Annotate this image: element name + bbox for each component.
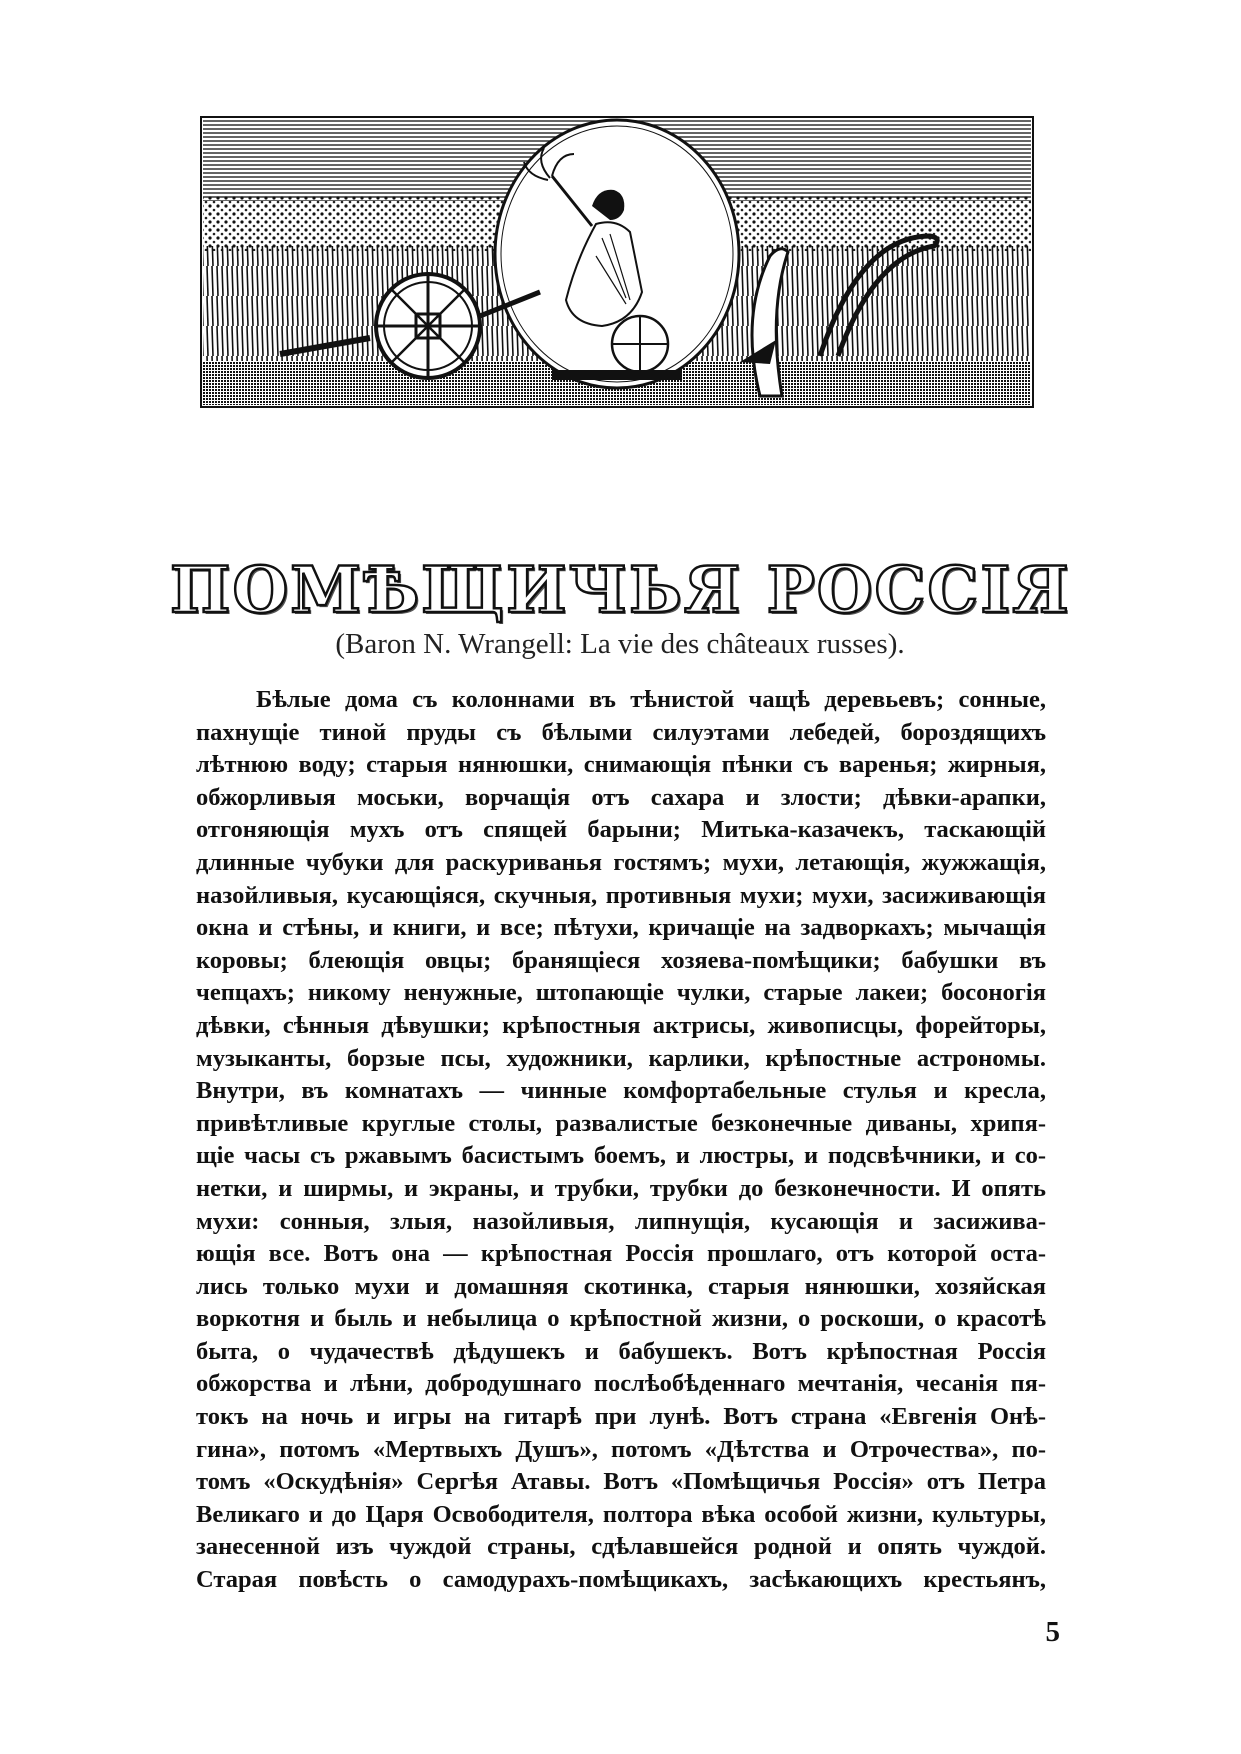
text-line: воркотня и быль и небылица о крѣпостной жизни, о роскоши, о красотѣ (196, 1305, 1046, 1333)
text-line: назойливыя, кусающіяся, скучныя, противныя мухи; мухи, засиживающія (196, 881, 1046, 909)
text-line: быта, о чудачествѣ дѣдушекъ и бабушекъ. Вотъ крѣпостная Россія (196, 1337, 1046, 1365)
text-line: обжорливыя моськи, ворчащія отъ сахара и злости; дѣвки-арапки, (196, 783, 1046, 811)
text-line: занесенной изъ чуждой страны, сдѣлавшейся родной и опять чуждой. (196, 1533, 1046, 1561)
text-line: отгоняющія мухъ отъ спящей барыни; Митька-казачекъ, таскающій (196, 816, 1046, 844)
subtitle-citation: (Baron N. Wrangell: La vie des châteaux russes). (335, 628, 905, 660)
text-line: Великаго и до Царя Освободителя, полтора вѣка особой жизни, культуры, (196, 1500, 1046, 1528)
text-line: лись только мухи и домашняя скотинка, старыя нянюшки, хозяйская (196, 1272, 1046, 1300)
page-number: 5 (1045, 1616, 1060, 1648)
text-line: коровы; блеющія овцы; бранящіеся хозяева-помѣщики; бабушки въ (196, 946, 1046, 974)
body-paragraph (196, 684, 1046, 1597)
page-title: ПОМѢЩИЧЬЯ РОССІЯ (170, 552, 1071, 628)
text-line: мухи: сонныя, злыя, назойливыя, липнущія, кусающія и засижива- (196, 1207, 1046, 1235)
text-line: Бѣлые дома съ колоннами въ тѣнистой чащѣ деревьевъ; сонные, (256, 686, 1046, 713)
text-line: длинные чубуки для раскуриванья гостямъ; мухи, летающія, жужжащія, (196, 848, 1046, 876)
text-line: музыканты, борзые псы, художники, карлики, крѣпостные астрономы. (196, 1044, 1046, 1072)
text-line: ющія все. Вотъ она — крѣпостная Россія прошлаго, отъ которой оста- (196, 1240, 1046, 1268)
text-line: щіе часы съ ржавымъ басистымъ боемъ, и люстры, и подсвѣчники, и со- (196, 1142, 1046, 1170)
header-engraving (200, 116, 1034, 408)
text-line: токъ на ночь и игры на гитарѣ при лунѣ. Вотъ страна «Евгенія Онѣ- (196, 1403, 1046, 1431)
text-line: дѣвки, сѣнныя дѣвушки; крѣпостныя актрисы, живописцы, форейторы, (196, 1011, 1046, 1039)
text-line: привѣтливые круглые столы, развалистые безконечные диваны, хрипя- (196, 1109, 1046, 1137)
text-line: обжорства и лѣни, добродушнаго послѣобѣденнаго мечтанія, чесанія пя- (196, 1370, 1046, 1398)
text-line: Внутри, въ комнатахъ — чинные комфортабельные стулья и кресла, (196, 1077, 1046, 1105)
text-line: чепцахъ; никому ненужные, штопающіе чулки, старые лакеи; босоногія (196, 979, 1046, 1007)
text-line: Старая повѣсть о самодурахъ-помѣщикахъ, засѣкающихъ крестьянъ, (196, 1566, 1046, 1594)
text-line: окна и стѣны, и книги, и все; пѣтухи, кричащіе на задворкахъ; мычащія (196, 914, 1046, 942)
text-line: лѣтнюю воду; старыя нянюшки, снимающія пѣнки съ варенья; жирныя, (196, 751, 1046, 779)
text-line: гина», потомъ «Мертвыхъ Душъ», потомъ «Дѣтства и Отрочества», по- (196, 1435, 1046, 1463)
engraving-illustration (200, 116, 1034, 408)
text-line: томъ «Оскудѣнія» Сергѣя Атавы. Вотъ «Помѣщичья Россія» отъ Петра (196, 1468, 1046, 1496)
text-line: нетки, и ширмы, и экраны, и трубки, трубки до безконечности. И опять (196, 1174, 1046, 1202)
text-line: пахнущіе тиной пруды съ бѣлыми силуэтами лебедей, бороздящихъ (196, 718, 1046, 746)
